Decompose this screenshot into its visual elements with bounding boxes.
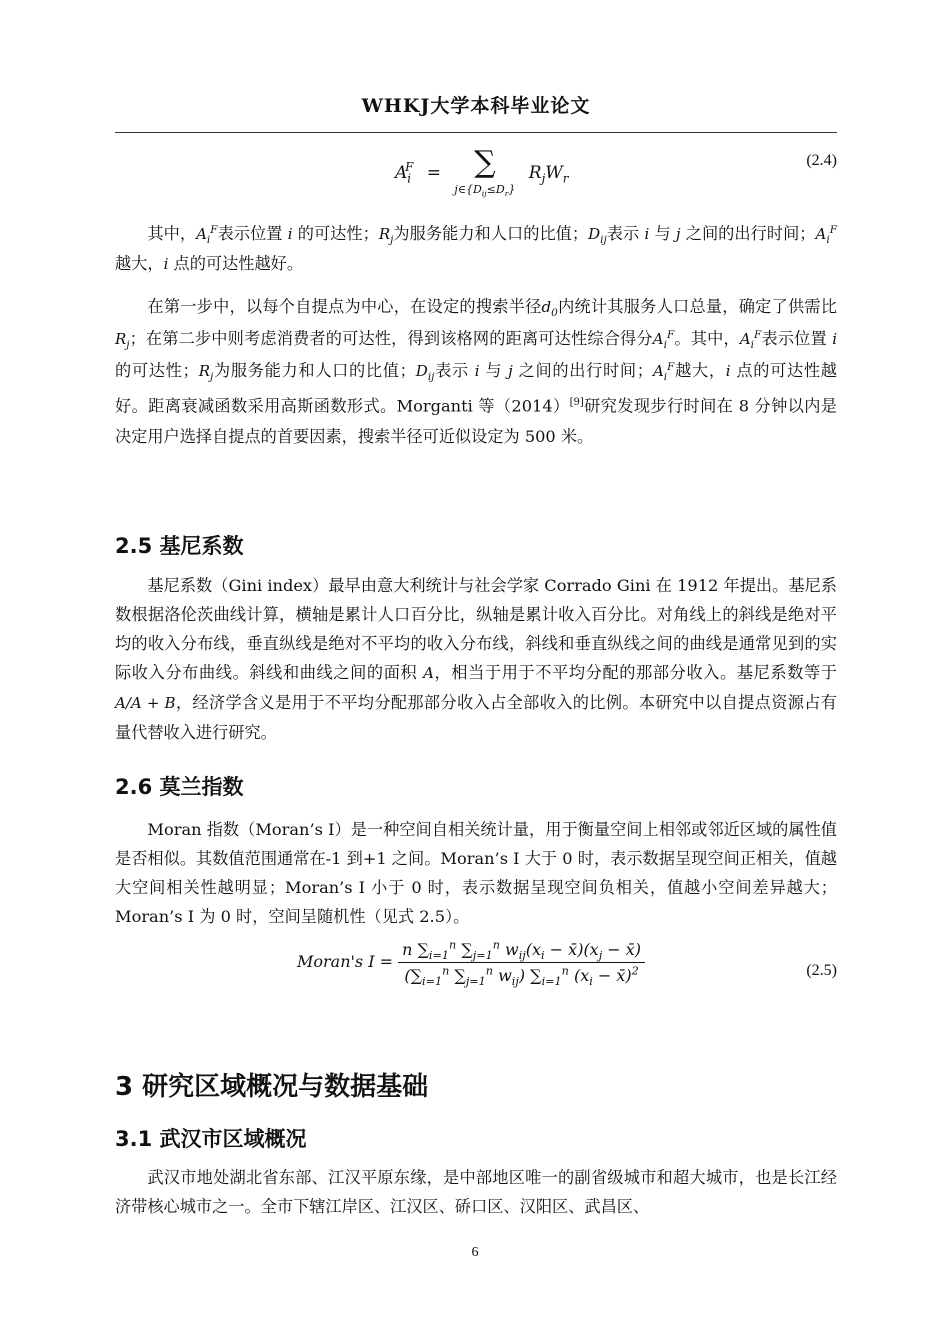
equation-number: (2.5) — [806, 962, 837, 979]
equation-2-5 — [115, 936, 837, 1012]
paragraph-gini: 基尼系数（Gini index）最早由意大利统计与社会学家 Corrado Gini 在 1912 年提出。基尼系数根据洛伦茨曲线计算，横轴是累计人口百分比，纵轴是累计收入百分比。对角线上的斜线是绝对平均的收入分布线，垂直纵线是绝对不平均的收入分布线，斜线和垂直纵线之间的曲线是通常见到的实际收入分布曲线。斜线和曲线之间的面积 A，相当于用于不平均分配的那部分收入。基尼系数等于A/A + B，经济学含义是用于不平均分配那部分收入占全部收入的比例。本研究中以自提点资源占有量代替收入进行研究。 — [115, 576, 837, 742]
paragraph-two-step: 在第一步中，以每个自提点为中心，在设定的搜索半径$d_0$内统计其服务人口总量，确定了供需比$R_j$；在第二步中则考虑消费者的可达性，得到该格网的距离可达性综合得分$A_i^F$。其中，$A_i^F$表示位置 i 的可达性；$R_j$为服务能力和人口的比值；$D_{ij}$表示 i 与 j 之间的出行时间；$A_i^F$越大，i 点的可达性越好。距离衰减函数采用高斯函数形式。Morganti 等（2014）[9]研究发现步行时间在 8 分钟以内是决定用户选择自提点的首要因素，搜索半径可近似设定为 500 米。 — [115, 297, 838, 447]
page-number: 6 — [471, 1245, 479, 1260]
section-heading-2-5: 2.5 基尼系数 — [115, 534, 244, 558]
chapter-heading-3: 3 研究区域概况与数据基础 — [115, 1072, 429, 1102]
paragraph-moran: Moran 指数（Moran’s I）是一种空间自相关统计量，用于衡量空间上相邻或邻近区域的属性值是否相似。其数值范围通常在-1 到+1 之间。Moran’s I 大于 0 时，表示数据呈现空间正相关，值越大空间相关性越明显；Moran’s I 小于 0 时，表示数据呈现空间负相关，值越小空间差异越大；Moran’s I 为 0 时，空间呈随机性（见式 2.5）。 — [115, 820, 837, 926]
running-header — [115, 90, 837, 133]
equation-2-5-body: Moran's I = $\frac{n \sum_{i=1}^n \sum_{j=1}^n w_{ij}(x_i - x̄)(x_j - x̄)}{(\sum_{i=1}^n \sum_{j=1}^n w_{ij}) \sum_{i=1}^n (x_i - x̄)^2}$ — [297, 940, 645, 985]
equation-number: (2.4) — [806, 152, 837, 169]
paragraph-wuhan: 武汉市地处湖北省东部、江汉平原东缘，是中部地区唯一的副省级城市和超大城市，也是长江经济带核心城市之一。全市下辖江岸区、江汉区、硚口区、汉阳区、武昌区、 — [115, 1168, 837, 1216]
equation-2-4-body: $A_i^F$ = ∑ $j\in\{D_{ij}\le D_r\}$ $R_jW_r$ — [395, 145, 569, 199]
equation-2-4 — [115, 140, 837, 198]
header-title: WHKJ大学本科毕业论文 — [361, 95, 591, 117]
citation-ref: [9] — [569, 397, 584, 408]
section-heading-2-6: 2.6 莫兰指数 — [115, 775, 244, 799]
paragraph-accessibility-def: 其中，$A_i^F$表示位置 i 的可达性；$R_j$为服务能力和人口的比值；$D_{ij}$表示 i 与 j 之间的出行时间；$A_i^F$越大，i 点的可达性越好。 — [115, 224, 837, 273]
section-heading-3-1: 3.1 武汉市区域概况 — [115, 1127, 307, 1151]
